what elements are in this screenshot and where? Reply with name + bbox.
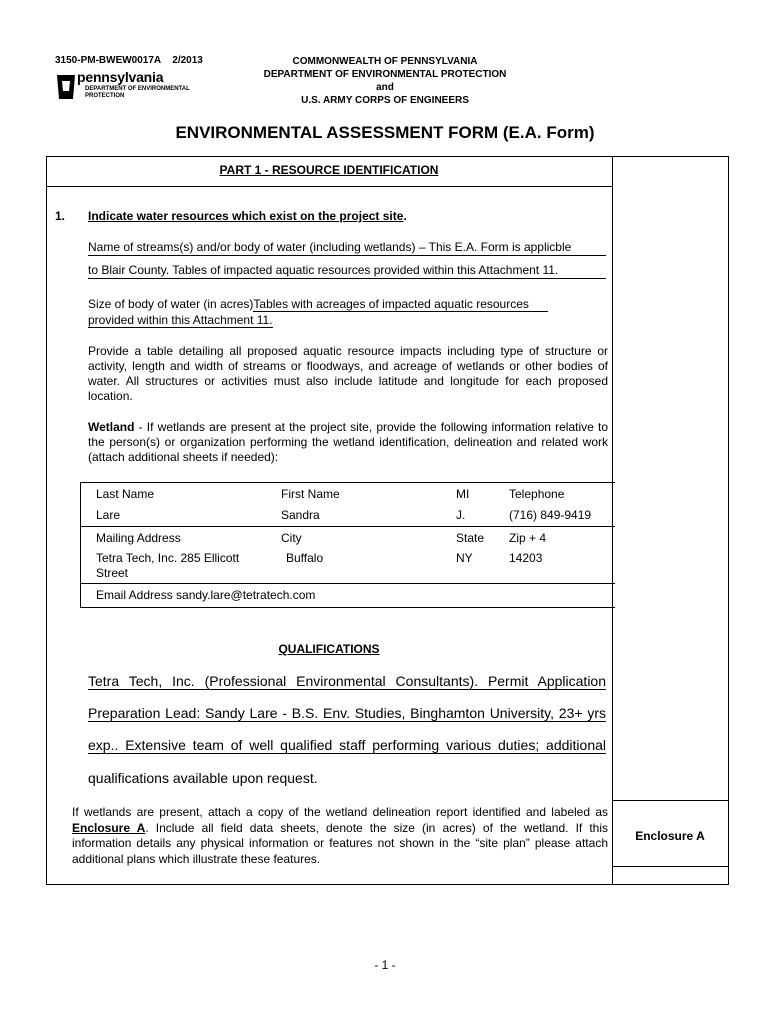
form-date: 2/2013 bbox=[172, 55, 203, 66]
contact-row-divider-2 bbox=[81, 583, 615, 584]
side-divider-bottom bbox=[612, 866, 728, 867]
contact-row-top-border bbox=[81, 482, 615, 483]
zip-value[interactable]: 14203 bbox=[509, 551, 543, 565]
streams-label: Name of streams(s) and/or body of water (including wetlands) bbox=[88, 240, 416, 254]
keystone-logo-icon bbox=[55, 73, 77, 101]
qualifications-title: QUALIFICATIONS bbox=[278, 642, 380, 656]
enclosure-side-label: Enclosure A bbox=[635, 829, 705, 843]
streams-value[interactable]: – This E.A. Form is applicble bbox=[415, 240, 572, 254]
agency-line-4: U.S. ARMY CORPS OF ENGINEERS bbox=[301, 95, 469, 106]
streams-field-line-1 bbox=[88, 240, 606, 256]
contact-row-divider-1 bbox=[81, 526, 615, 527]
city-value[interactable]: Buffalo bbox=[286, 551, 324, 565]
city-label: City bbox=[281, 531, 302, 545]
question-text: Indicate water resources which exist on the project site bbox=[88, 209, 404, 223]
agency-line-2: DEPARTMENT OF ENVIRONMENTAL PROTECTION bbox=[263, 69, 507, 80]
size-field-line-2 bbox=[88, 313, 273, 328]
mi-value[interactable]: J. bbox=[456, 508, 466, 522]
logo-subtitle: DEPARTMENT OF ENVIRONMENTAL PROTECTION bbox=[85, 86, 190, 99]
question-number: 1. bbox=[55, 209, 66, 223]
question-text-line: Indicate water resources which exist on the project site. bbox=[88, 209, 407, 223]
telephone-label: Telephone bbox=[509, 487, 565, 501]
qualifications-line-2[interactable]: Preparation Lead: Sandy Lare - B.S. Env. Studies, Binghamton University, 23+ yrs bbox=[88, 705, 606, 721]
mailing-address-value[interactable]: Tetra Tech, Inc. 285 Ellicott Street bbox=[96, 551, 240, 580]
agency-line-1: COMMONWEALTH OF PENNSYLVANIA bbox=[292, 56, 478, 67]
table-instruction: Provide a table detailing all proposed aquatic resource impacts including type of structure or activity, length and width of streams or floodways, and acreage of wetlands or other bodies of water. All structures or activities must also include latitude and longitude for each proposed location. bbox=[88, 344, 608, 403]
streams-field-line-2[interactable] bbox=[88, 263, 606, 279]
size-field-line-1 bbox=[88, 297, 548, 312]
email-field[interactable]: Email Address sandy.lare@tetratech.com bbox=[96, 588, 316, 602]
last-name-label: Last Name bbox=[96, 487, 155, 501]
zip-label: Zip + 4 bbox=[509, 531, 547, 545]
enclosure-reference: Enclosure A bbox=[72, 820, 146, 835]
agency-header bbox=[230, 55, 540, 107]
pa-dep-logo bbox=[55, 69, 195, 105]
wetland-text: - If wetlands are present at the project site, provide the following information relative to the person(s) or organization performing the wetland identification, delineation and related work (attach additional sheets if needed): bbox=[88, 420, 608, 464]
form-title: ENVIRONMENTAL ASSESSMENT FORM (E.A. Form) bbox=[175, 123, 595, 142]
streams-value-cont: to Blair County. Tables of impacted aquatic resources provided within this Attachment 11. bbox=[88, 263, 559, 277]
wetland-paragraph bbox=[88, 420, 608, 465]
qualifications-line-3[interactable]: exp.. Extensive team of well qualified staff performing various duties; additional bbox=[88, 737, 606, 753]
telephone-value[interactable]: (716) 849-9419 bbox=[509, 508, 592, 522]
size-label: Size of body of water (in acres) bbox=[88, 297, 254, 311]
qualifications-line-4[interactable]: qualifications available upon request. bbox=[88, 770, 318, 786]
form-id-line bbox=[55, 55, 203, 66]
logo-wordmark: pennsylvania bbox=[77, 69, 164, 85]
part-divider bbox=[46, 186, 612, 187]
qualifications-line-1[interactable]: Tetra Tech, Inc. (Professional Environmental Consultants). Permit Application bbox=[88, 673, 606, 689]
form-id: 3150-PM-BWEW0017A bbox=[55, 55, 162, 66]
part-title: PART 1 - RESOURCE IDENTIFICATION bbox=[219, 163, 439, 177]
last-name-value[interactable]: Lare bbox=[96, 508, 121, 522]
agency-line-3: and bbox=[376, 82, 394, 93]
first-name-value[interactable]: Sandra bbox=[281, 508, 320, 522]
size-value-cont[interactable]: provided within this Attachment 11. bbox=[88, 313, 273, 327]
side-divider-top bbox=[612, 800, 728, 801]
wetland-contact-table bbox=[80, 482, 615, 608]
form-side-column bbox=[612, 156, 729, 885]
wetland-label: Wetland bbox=[88, 420, 135, 434]
enclosure-instruction: If wetlands are present, attach a copy of the wetland delineation report identified and labeled as Enclosure A. Include all field data sheets, denote the size (in acres) of the wetland. If this information details any physical information or features not shown in the “site plan” please attach additional plans which illustrate these features. bbox=[72, 805, 608, 866]
state-label: State bbox=[456, 531, 485, 545]
first-name-label: First Name bbox=[281, 487, 340, 501]
mi-label: MI bbox=[456, 487, 470, 501]
mailing-address-label: Mailing Address bbox=[96, 531, 181, 545]
size-value[interactable]: Tables with acreages of impacted aquatic resources bbox=[253, 297, 548, 312]
state-value[interactable]: NY bbox=[456, 551, 473, 565]
page-number: - 1 - bbox=[374, 958, 396, 972]
